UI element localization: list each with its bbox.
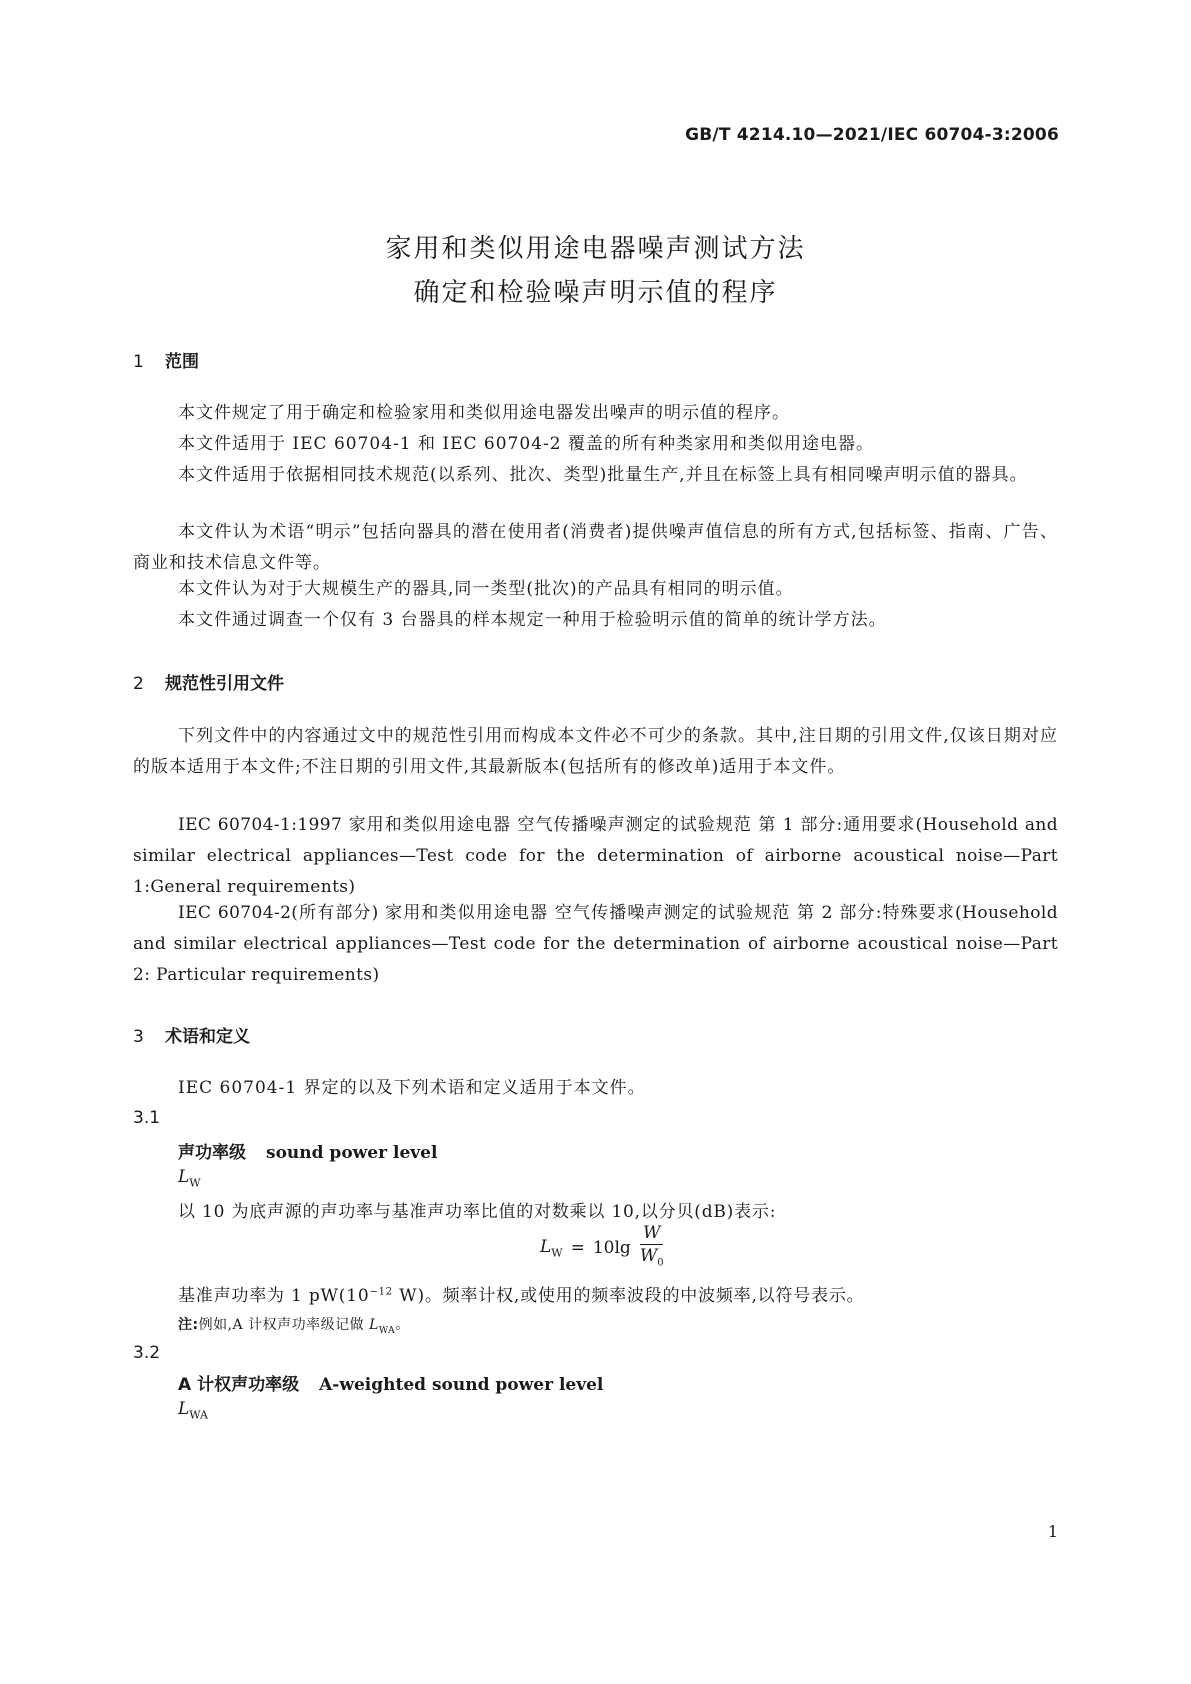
section-number: 3 [133,1027,144,1047]
section-2-heading [133,669,284,694]
section-number: 2 [133,674,144,694]
document-title-line-1: 家用和类似用途电器噪声测试方法 [385,234,806,264]
formula-numerator: W [640,1223,663,1245]
note: 注:例如,A 计权声功率级记做 $L_{WA}$。 [178,1317,410,1336]
section-title: 规范性引用文件 [165,674,284,694]
term-definition: 以 10 为底声源的声功率与基准声功率比值的对数乘以 10,以分贝(dB)表示: [178,1202,777,1222]
paragraph: IEC 60704-1 界定的以及下列术语和定义适用于本文件。 [178,1078,646,1098]
formula-coefficient: 10lg [592,1238,631,1258]
paragraph: 本文件适用于依据相同技术规范(以系列、批次、类型)批量生产,并且在标签上具有相同噪声明示值的器具。 [178,465,1028,485]
paragraph: 本文件通过调查一个仅有 3 台器具的样本规定一种用于检验明示值的简单的统计学方法。 [178,610,887,630]
formula-denominator: $W_0$ [639,1245,664,1269]
normative-reference: IEC 60704-1:1997 家用和类似用途电器 空气传播噪声测定的试验规范 第 1 部分:通用要求(Household and similar electrical appliances—Test code for the determination of airborne acoustical noise—Part 1:General requirements) [133,815,1058,897]
paragraph: 本文件认为对于大规模生产的器具,同一类型(批次)的产品具有相同的明示值。 [178,579,794,599]
term-name-zh: 声功率级 [178,1143,246,1163]
normative-reference: IEC 60704-2(所有部分) 家用和类似用途电器 空气传播噪声测定的试验规范 第 2 部分:特殊要求(Household and similar electrical appliances—Test code for the determination of airborne acoustical noise—Part 2: Particular requirements) [133,903,1058,985]
formula-fraction [637,1223,667,1273]
term-name-en: sound power level [266,1143,438,1163]
term-heading [178,1370,603,1395]
document-title-line-2: 确定和检验噪声明示值的程序 [413,278,778,308]
reference-power-text: 基准声功率为 1 $pW(10^{-12}$ W)。频率计权,或使用的频率波段的中波频率,以符号表示。 [178,1286,865,1306]
formula-lhs: $L_W$ [540,1236,563,1260]
term-symbol: $L_W$ [178,1167,201,1190]
term-number: 3.2 [133,1343,161,1363]
paragraph: 下列文件中的内容通过文中的规范性引用而构成本文件必不可少的条款。其中,注日期的引用文件,仅该日期对应的版本适用于本文件;不注日期的引用文件,其最新版本(包括所有的修改单)适用于本文件。 [133,726,1058,777]
note-label: 注: [178,1317,199,1333]
section-title: 范围 [165,352,199,372]
sound-power-formula [540,1223,667,1273]
formula-equals: = [570,1238,585,1258]
term-name-en: A-weighted sound power level [319,1375,604,1395]
section-title: 术语和定义 [165,1027,250,1047]
term-symbol: $L_{WA}$ [178,1399,208,1422]
standard-number: GB/T 4214.10—2021/IEC 60704-3:2006 [685,125,1059,145]
paragraph: 本文件认为术语“明示”包括向器具的潜在使用者(消费者)提供噪声值信息的所有方式,包括标签、指南、广告、商业和技术信息文件等。 [133,522,1058,573]
section-1-heading [133,347,199,372]
paragraph: 本文件规定了用于确定和检验家用和类似用途电器发出噪声的明示值的程序。 [178,403,790,423]
term-name-zh: A 计权声功率级 [178,1375,300,1395]
paragraph: 本文件适用于 IEC 60704-1 和 IEC 60704-2 覆盖的所有种类家用和类似用途电器。 [178,434,874,454]
term-number: 3.1 [133,1108,161,1128]
page-number: 1 [1047,1522,1058,1541]
term-heading [178,1138,437,1163]
section-number: 1 [133,352,144,372]
section-3-heading [133,1022,250,1047]
